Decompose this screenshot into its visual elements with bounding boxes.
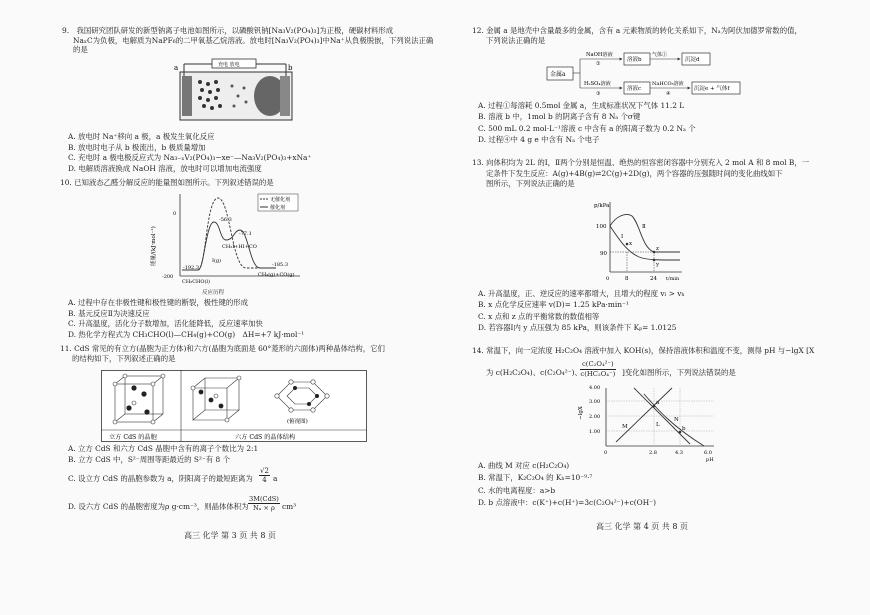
label-185-3: -185.3 — [272, 262, 289, 268]
q10-options — [68, 298, 304, 340]
label-ch3cho: CH₃CHO(l) — [182, 279, 210, 285]
flow-naoh: NaOH溶液 — [586, 52, 613, 58]
x-origin: 0 — [606, 276, 610, 282]
point-x: x — [629, 241, 633, 247]
q13-option-d: D. 若容器Ⅰ内 y 点压强为 85 kPa，则该条件下 Kₚ= 1.0125 — [478, 323, 677, 333]
x-tick-8: 8 — [625, 276, 629, 282]
flow-step-3: ③ — [596, 91, 601, 97]
q11-option-a: A. 立方 CdS 和六方 CdS 晶胞中含有的离子个数比为 2:1 — [68, 444, 259, 453]
q13-stem-line-2: 定条件下发生反应：A(g)+4B(g)⇌2C(g)+2D(g)，两个容器的压强随时间的变化曲线如下 — [486, 168, 783, 178]
legend-catalyst: 催化剂 — [270, 205, 286, 211]
energy-x-label: 反应历程 — [202, 290, 225, 296]
cds-structures — [101, 370, 367, 442]
fraction-d-denominator: Nₐ × ρ — [252, 504, 275, 512]
lgx-y-tick-1: 1.00 — [589, 429, 601, 435]
q10-option-a: A. 过程中存在非极性键和极性键的断裂，极性键的形成 — [68, 298, 249, 307]
q13-option-c: C. x 点和 z 点的平衡常数的数值相等 — [478, 311, 600, 321]
label-a: a — [656, 400, 660, 406]
electrode-a-label: a — [174, 64, 179, 72]
lgx-axis-label: −lgX — [578, 406, 584, 420]
fraction-c-numerator: √2 — [260, 467, 269, 475]
q11-option-d-fraction — [248, 495, 280, 512]
q12-options — [478, 100, 696, 145]
q11-option-c-tail: a — [273, 474, 278, 483]
curve-i-label: Ⅰ — [621, 234, 624, 240]
q14-stem-line-1: 14. 常温下，向一定浓度 H₂C₂O₄ 溶液中加入 KOH(s)，保持溶液体积和温度不变，测得 pH 与−lgX [X — [472, 346, 815, 355]
q9-option-c: C. 充电时 a 极电极反应式为 Na₃₋ₓV₂(PO₄)₃−xe⁻—Na₃V₂(PO₄)₃+xNa⁺ — [68, 153, 312, 163]
q12-stem-line-1: 12. 金属 a 是地壳中含量最多的金属，含有 a 元素物质的转化关系如下，Nₐ为阿伏加德罗常数的值， — [472, 26, 802, 35]
pressure-chart — [588, 198, 688, 284]
cubic-caption: 立方 CdS 的晶胞 — [109, 434, 157, 441]
flow-diagram — [546, 50, 742, 98]
label-ig: I(g) — [212, 258, 222, 264]
q14-options — [478, 460, 656, 510]
point-y: y — [656, 262, 660, 268]
q11-stem-line-2: 的结构如下，下列叙述正确的是 — [72, 354, 176, 363]
energy-chart — [146, 190, 306, 288]
fraction-c-denominator: 4 — [262, 476, 267, 484]
q12-option-d: D. 过程④中 4 g e 中含有 Nₐ 个电子 — [478, 134, 600, 144]
curve-ii-label: Ⅱ — [642, 224, 646, 230]
flow-h2so4: H₂SO₄溶液 — [584, 81, 611, 87]
p-axis-label: p/kPa — [594, 203, 610, 209]
electrode-b-label: b — [288, 64, 293, 72]
flow-precipitate-d: 沉淀d — [685, 57, 700, 63]
battery-figure — [174, 58, 296, 124]
y-tick-0: 0 — [173, 211, 177, 217]
left-page-footer: 高三 化学 第 3 页 共 8 页 — [184, 531, 276, 540]
q9-stem-line-2: NaₓC为负极，电解质为NaPF₆的二甲氧基乙烷溶液。放电时[Na₃V₂(PO₄)₃]中Na⁺从負极脱嵌，下列说法正确 — [73, 35, 434, 45]
q11-stem-line-1: 11. CdS 常见的有立方(晶胞为正方体)和六方(晶胞为底面是 60°菱形的六面体)两种晶体结构，它们 — [60, 344, 385, 353]
q9-options — [68, 132, 311, 174]
y-tick-90: 90 — [600, 251, 607, 257]
energy-y-label: 能量/(kJ·mol⁻¹) — [151, 226, 157, 266]
q14-stem-fraction — [580, 360, 616, 378]
y-tick-100: 100 — [596, 224, 607, 230]
label-l: L — [656, 422, 660, 428]
q11-option-b: B. 立方 CdS 中，S²⁻周围等距最近的 S²⁻有 8 个 — [68, 454, 230, 464]
flow-step-4: ④ — [666, 91, 671, 97]
q10-option-d: D. 热化学方程式为 CH₃CHO(l)—CH₄(g)+CO(g) ΔH=+7 kJ·mol⁻¹ — [68, 329, 305, 339]
q14-option-a: A. 曲线 M 对应 c(H₂C₂O₄) — [478, 461, 570, 470]
flow-metal-a: 金属a — [550, 71, 566, 78]
q9-option-a: A. 放电时 Na⁺移向 a 极，a 极发生氧化反应 — [68, 132, 215, 141]
q11-stem — [60, 344, 385, 364]
topview-caption: (俯视图) — [287, 419, 308, 425]
lgx-x-tick-4-3: 4.3 — [675, 450, 683, 456]
q13-options — [478, 288, 685, 334]
q11-options — [68, 444, 258, 466]
q11-option-c-fraction — [259, 467, 270, 484]
right-page-footer: 高三 化学 第 4 页 共 8 页 — [596, 522, 688, 531]
q13-option-b: B. x 点化学反应速率 v(D)= 1.25 kPa·min⁻¹ — [478, 300, 629, 310]
q14-option-d: D. b 点溶液中：c(K⁺)+c(H⁺)=3c(C₂O₄²⁻)+c(OH⁻) — [478, 498, 656, 508]
label-n: N — [674, 417, 679, 423]
q10-stem: 10. 已知液态乙醛分解反应的能量图如图所示。下列叙述错误的是 — [60, 178, 274, 187]
lgx-y-tick-4: 4.00 — [589, 385, 601, 391]
label-b: b — [682, 426, 686, 432]
q11-option-d: D. 设六方 CdS 的晶胞密度为ρ g·cm⁻³，则晶体体积为 — [68, 502, 249, 511]
q11-option-c: C. 设立方 CdS 的晶胞参数为 a，阴阳离子的最短距离为 — [68, 474, 253, 483]
q12-option-a: A. 过程①每溶耗 0.5mol 金属 a，生成标准状况下气体 11.2 L — [478, 101, 685, 110]
q14-stem-line-2a: 为 c(H₂C₂O₄)、c(C₂O₄²⁻)、 — [486, 368, 582, 377]
flow-gas-arrow-label: 气体① — [652, 52, 668, 58]
legend-no-catalyst: 无催化剂 — [270, 197, 291, 203]
label-192-3: -192.3 — [183, 265, 200, 271]
t-axis-label: t/min — [666, 276, 680, 282]
q12-stem — [472, 26, 802, 46]
q14-stem-line-2b: ]变化如图所示，下列说法错误的是 — [622, 368, 736, 377]
q13-stem — [472, 158, 809, 190]
flow-solution-c: 溶液c — [627, 86, 642, 92]
q13-stem-line-3: 图所示，下列说法正确的是 — [486, 179, 575, 189]
q9-option-b: B. 放电时电子从 b 极流出，b 极质量增加 — [68, 142, 206, 152]
q9-option-d: D. 电解质溶液换成 NaOH 溶液，放电时可以增加电流强度 — [68, 163, 262, 173]
label-56-3: -56.3 — [219, 217, 232, 223]
label-products: CH₄(g)+CO(g) — [258, 272, 295, 278]
q13-stem-line-1: 13. 向体积均为 2L 的Ⅰ，Ⅱ两个分别是恒温、绝热的恒容密闭容器中分别充入 2 mol A 和 8 mol B，一 — [472, 158, 810, 167]
q13-option-a: A. 升高温度，正、逆反应的速率都增大，且增大的程度 vₗ > vₕ — [478, 289, 685, 298]
q14-option-b: B. 常温下，K₂C₂O₄ 的 Kₕ=10⁻⁹·⁷ — [478, 473, 593, 483]
flow-nahco3: NaHCO₃溶液 — [652, 81, 684, 87]
battery-label: 充电 放电 — [218, 62, 240, 68]
q14-option-c: C. 水的电离程度：a>b — [478, 485, 556, 495]
lgx-y-tick-3: 3.00 — [589, 399, 601, 405]
label-77-1: -77.1 — [239, 231, 252, 237]
q11-option-d-tail: cm³ — [282, 502, 297, 511]
lgx-x-tick-6-0: 6.0 — [704, 450, 712, 456]
point-z: z — [656, 246, 659, 252]
flow-precipitate-e: 沉淀e + 气体f — [694, 86, 730, 92]
hex-caption: 六方 CdS 的晶体结构 — [235, 434, 296, 441]
curve-uncatalyzed — [182, 198, 270, 270]
lgx-x-label: pH — [706, 457, 714, 462]
flow-solution-b: 溶液b — [627, 57, 642, 63]
q12-option-b: B. 溶液 b 中，1mol b 的阴离子含有 8 Nₐ 个σ键 — [478, 112, 641, 122]
q14-fraction-denominator: c(HC₂O₄⁻) — [580, 369, 616, 378]
lgx-chart — [572, 384, 722, 462]
q9-stem-line-1: 9. 我国研究团队研发的新型钠离子电池如图所示，以磷酸钒钠[Na₃V₂(PO₄)₃]为正极，硬碳材料形成 — [62, 26, 394, 35]
lgx-y-tick-2: 2.00 — [589, 414, 601, 420]
q14-fraction-numerator: c(C₂O₄²⁻) — [582, 360, 614, 368]
y-tick-200: -200 — [162, 274, 174, 280]
q10-option-b: B. 基元反应Ⅱ为决速反应 — [68, 308, 150, 318]
lgx-x-tick-0: 0 — [604, 450, 608, 456]
q9-stem-line-3: 的是 — [73, 45, 88, 55]
q10-option-c: C. 升高温度，活化分子数增加，活化能降低，反应速率加快 — [68, 319, 263, 328]
fraction-d-numerator: 3M(CdS) — [249, 495, 279, 503]
x-tick-24: 24 — [650, 276, 657, 282]
label-intermediate: CH₃I+HI+CO — [222, 244, 257, 250]
q9-stem — [62, 26, 433, 55]
q12-option-c: C. 500 mL 0.2 mol·L⁻¹溶液 c 中含有 a 的阳离子数为 0.2 Nₐ 个 — [478, 123, 696, 133]
lgx-x-tick-2-8: 2.8 — [649, 450, 657, 456]
label-m: M — [622, 424, 628, 430]
flow-step-1: ① — [596, 61, 601, 67]
q12-stem-line-2: 下列说法正确的是 — [486, 36, 546, 46]
